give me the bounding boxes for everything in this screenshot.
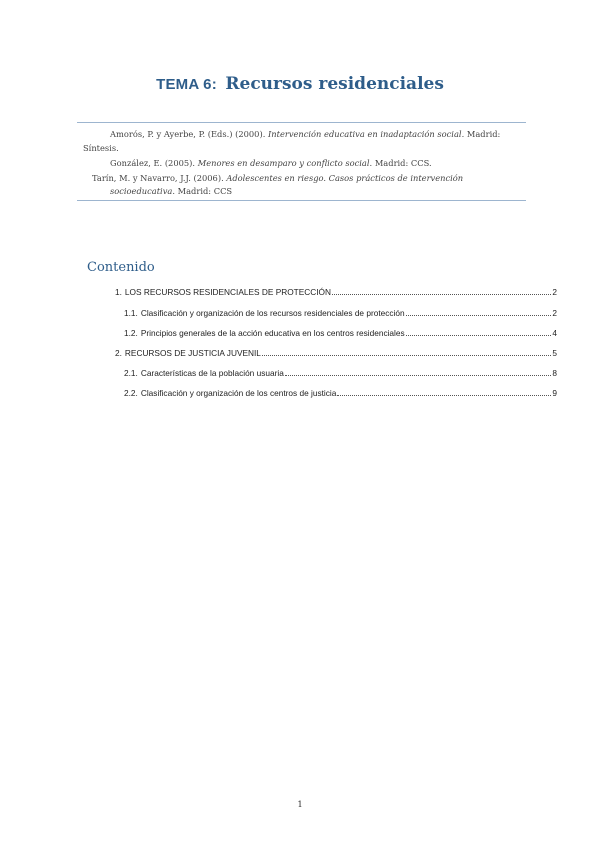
page-number: 1: [297, 800, 303, 809]
toc-entry-number: 1.1.: [124, 308, 138, 318]
toc-entry-number: 2.: [115, 348, 122, 358]
toc-entry-number: 1.: [115, 287, 122, 297]
toc-leader-dots: [406, 315, 552, 316]
toc-entry[interactable]: [124, 308, 557, 318]
toc-entry-number: 1.2.: [124, 328, 138, 338]
toc-entry-page: 4: [552, 328, 557, 338]
toc-entry[interactable]: [115, 348, 557, 358]
toc-leader-dots: [262, 355, 551, 356]
toc-entry-label: Clasificación y organización de los recursos residenciales de protección: [140, 308, 405, 318]
references-box: [77, 122, 526, 201]
toc-entry-number: 2.2.: [124, 388, 138, 398]
toc-entry[interactable]: [115, 287, 557, 297]
document-title: [0, 74, 600, 94]
toc-entry[interactable]: [124, 368, 557, 378]
toc-entry[interactable]: [124, 328, 557, 338]
toc-entry-page: 5: [552, 348, 557, 358]
reference-1: Amorós, P. y Ayerbe, P. (Eds.) (2000). Intervención educativa en inadaptación social. Madrid:: [110, 129, 501, 139]
reference-2: González, E. (2005). Menores en desamparo y conflicto social. Madrid: CCS.: [110, 158, 432, 168]
toc-leader-dots: [285, 375, 552, 376]
toc-leader-dots: [332, 294, 551, 295]
toc-entry-label: RECURSOS DE JUSTICIA JUVENIL: [124, 348, 261, 358]
toc-entry-label: Principios generales de la acción educativa en los centros residenciales: [140, 328, 405, 338]
toc-entry-number: 2.1.: [124, 368, 138, 378]
toc-leader-dots: [406, 335, 552, 336]
reference-3: Tarín, M. y Navarro, J.J. (2006). Adolescentes en riesgo. Casos prácticos de intervención: [92, 173, 464, 183]
toc-entry-label: Características de la población usuaria: [140, 368, 284, 378]
title-tema: TEMA 6:: [156, 76, 217, 93]
toc-entry-page: 2: [552, 308, 557, 318]
reference-1-continuation: Síntesis.: [83, 143, 119, 153]
toc-entry-label: Clasificación y organización de los centros de justicia: [140, 388, 337, 398]
toc-entry-page: 8: [552, 368, 557, 378]
toc-entry-page: 2: [552, 287, 557, 297]
toc-entry-label: LOS RECURSOS RESIDENCIALES DE PROTECCIÓN: [124, 287, 332, 297]
reference-3-continuation: socioeducativa. Madrid: CCS: [110, 186, 233, 196]
title-name: Recursos residenciales: [225, 74, 444, 94]
toc-heading: Contenido: [87, 260, 155, 275]
toc-entry[interactable]: [124, 388, 557, 398]
toc-leader-dots: [337, 395, 551, 396]
toc-entry-page: 9: [552, 388, 557, 398]
